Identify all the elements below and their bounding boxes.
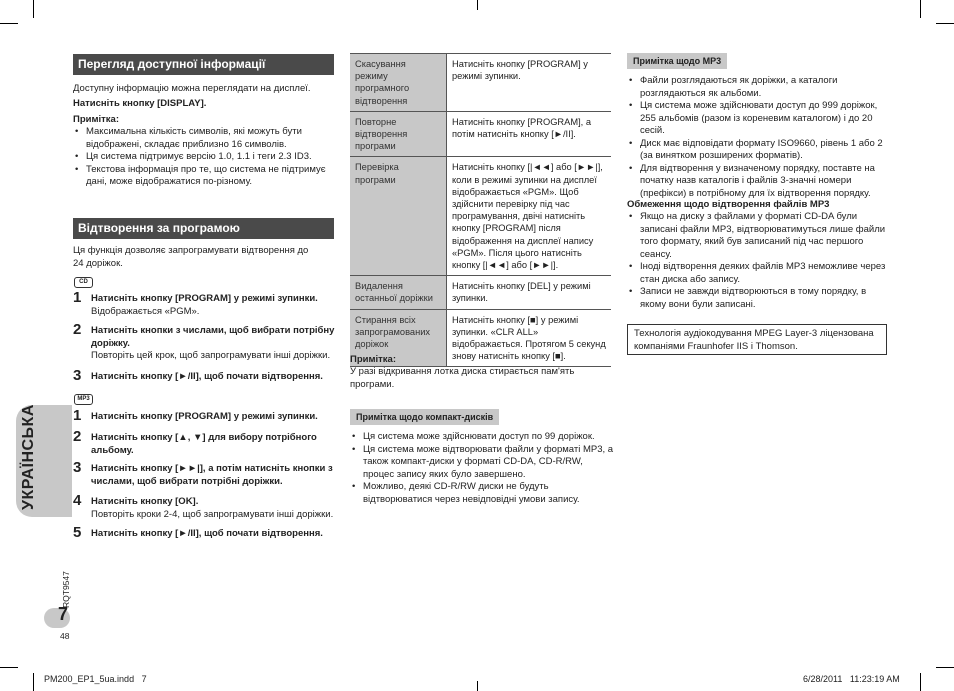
crop-mark [936, 667, 954, 668]
table-cell-action: Повторне відтворення програми [350, 111, 447, 157]
step-text: Натисніть кнопку [PROGRAM] у режимі зупинки. [91, 293, 318, 304]
crop-mark [0, 23, 18, 24]
info-press: Натисніть кнопку [DISPLAY]. [73, 98, 207, 109]
crop-mark [33, 0, 34, 18]
footer-file: PM200_EP1_5ua.indd 7 [44, 674, 147, 684]
list-item: • Для відтворення у визначеному порядку, поставте на початку назв каталогів і файлів 3-значні номери (префікси) в потрібному для їх відтворення порядку. [627, 163, 889, 201]
page-number: 7 [58, 604, 69, 624]
cd-notes [350, 431, 616, 506]
step-text: Натисніть кнопку [►/II], щоб почати відтворення. [91, 528, 323, 539]
step-text: Натисніть кнопку [▲, ▼] для вибору потрібного альбому. [91, 432, 317, 456]
program-table [350, 53, 611, 367]
step-number: 2 [73, 428, 82, 445]
step-number: 3 [73, 459, 82, 476]
list-item: • Записи не завжди відтворюються в тому порядку, в якому вони були записані. [627, 286, 889, 311]
crop-mark [0, 667, 18, 668]
mp3-step [73, 459, 343, 488]
mp3-notes [627, 75, 889, 200]
crop-mark [477, 0, 478, 10]
crop-mark [920, 0, 921, 18]
program-intro: Ця функція дозволяє запрограмувати відтворення до 24 доріжок. [73, 245, 309, 269]
info-intro: Доступну інформацію можна переглядати на дисплеї. [73, 83, 311, 94]
table-cell-action: Стирання всіх запрограмованих доріжок [350, 309, 447, 367]
crop-mark [477, 681, 478, 691]
list-item: • Текстова інформація про те, що система не підтримує дані, може відображатися по-різному. [73, 164, 335, 189]
step-number: 5 [73, 524, 82, 541]
cd-step [73, 289, 343, 318]
license-box: Технологія аудіокодування MPEG Layer-3 ліцензована компаніями Fraunhofer IIS і Thomson. [627, 324, 887, 355]
table-cell-desc: Натисніть кнопку [PROGRAM] у режимі зупинки. [447, 54, 612, 112]
mp3-step [73, 492, 343, 521]
table-cell-desc: Натисніть кнопку [DEL] у режимі зупинки. [447, 276, 612, 309]
step-text: Натисніть кнопку [OK]. [91, 496, 199, 507]
list-item: • Якщо на диску з файлами у форматі CD-DA були записані файли MP3, відтворюватимуться лише файли того формату, який був записаний під час першого сеансу. [627, 211, 889, 261]
step-detail: Повторіть кроки 2-4, щоб запрограмувати інші доріжки. [91, 508, 334, 520]
list-item: • Диск має відповідати формату ISO9660, рівень 1 або 2 (за винятком розширених форматів). [627, 138, 889, 163]
page-number-small: 48 [60, 631, 70, 641]
list-item: • Іноді відтворення деяких файлів MP3 неможливе через стан диска або запису. [627, 261, 889, 286]
table-note-text: У разі відкривання лотка диска стирається пам'ять програми. [350, 366, 575, 390]
info-note-label: Примітка: [73, 114, 119, 125]
cd-step [73, 321, 343, 363]
cd-badge: CD [74, 277, 93, 288]
mp3-limit-header: Обмеження щодо відтворення файлів MP3 [627, 199, 830, 210]
step-number: 1 [73, 289, 82, 306]
table-row [350, 157, 611, 276]
table-cell-action: Скасування режиму програмного відтворення [350, 54, 447, 112]
list-item: • Файли розглядаються як доріжки, а каталоги розглядаються як альбоми. [627, 75, 889, 100]
table-note-label: Примітка: [350, 354, 396, 365]
list-item: • Максимальна кількість символів, які можуть бути відображені, складає приблизно 16 символів. [73, 126, 335, 151]
doc-code: RQT9547 [61, 571, 71, 608]
table-cell-desc: Натисніть кнопку [■] у режимі зупинки. «CLR ALL» відображається. Протягом 5 секунд знову натисніть кнопку [■]. [447, 309, 612, 367]
step-number: 4 [73, 492, 82, 509]
step-number: 3 [73, 367, 82, 384]
mp3-note-header: Примітка щодо MP3 [627, 53, 727, 69]
mp3-step [73, 524, 343, 541]
mp3-step [73, 407, 343, 424]
step-text: Натисніть кнопку [►►|], а потім натисніть кнопки з числами, щоб вибрати потрібні доріжки. [91, 463, 333, 487]
footer-date: 6/28/2011 11:23:19 AM [803, 674, 900, 684]
table-row [350, 54, 611, 112]
step-number: 2 [73, 321, 82, 338]
step-number: 1 [73, 407, 82, 424]
table-cell-action: Видалення останньої доріжки [350, 276, 447, 309]
list-item: • Можливо, деякі CD-R/RW диски не будуть відтворюватися через невідповідні умови запису. [350, 481, 616, 506]
table-cell-desc: Натисніть кнопку [PROGRAM], а потім натисніть кнопку [►/II]. [447, 111, 612, 157]
list-item: • Ця система може відтворювати файли у форматі MP3, а також компакт-диски у форматі CD-DA, CD-R/RW, процес запису яких було завершено. [350, 444, 616, 482]
list-item: • Ця система може здійснювати доступ по 99 доріжок. [350, 431, 616, 444]
step-detail: Відображається «PGM». [91, 305, 200, 317]
mp3-limit-notes [627, 211, 889, 311]
crop-mark [33, 673, 34, 691]
table-cell-desc: Натисніть кнопку [|◄◄] або [►►|], коли в режимі зупинки на дисплеї відображається «PGM». Щоб здійснити перевірку під час програмування, двічі натисніть кнопку [PROGRAM] після відображення на дисплеї напису «PGM». Після цього натисніть кнопку [|◄◄] або [►►|]. [447, 157, 612, 276]
table-row [350, 276, 611, 309]
section-title-info: Перегляд доступної інформації [73, 54, 334, 75]
list-item: • Ця система може здійснювати доступ до 999 доріжок, 255 альбомів (разом із кореневим каталогом) і до 20 сесій. [627, 100, 889, 138]
step-text: Натисніть кнопки з числами, щоб вибрати потрібну доріжку. [91, 325, 335, 349]
table-row [350, 111, 611, 157]
list-item: • Ця система підтримує версію 1.0, 1.1 і теги 2.3 ID3. [73, 151, 335, 164]
cd-note-header: Примітка щодо компакт-дисків [350, 409, 499, 425]
mp3-badge: MP3 [74, 394, 93, 405]
step-detail: Повторіть цей крок, щоб запрограмувати інші доріжки. [91, 350, 331, 361]
table-cell-action: Перевірка програми [350, 157, 447, 276]
step-text: Натисніть кнопку [►/II], щоб почати відтворення. [91, 371, 323, 382]
crop-mark [920, 673, 921, 691]
cd-step [73, 367, 343, 384]
crop-mark [936, 23, 954, 24]
language-label: УКРАЇНСЬКА [20, 404, 37, 510]
info-notes [73, 126, 335, 189]
section-title-program: Відтворення за програмою [73, 218, 334, 239]
step-text: Натисніть кнопку [PROGRAM] у режимі зупинки. [91, 411, 318, 422]
mp3-step [73, 428, 343, 457]
